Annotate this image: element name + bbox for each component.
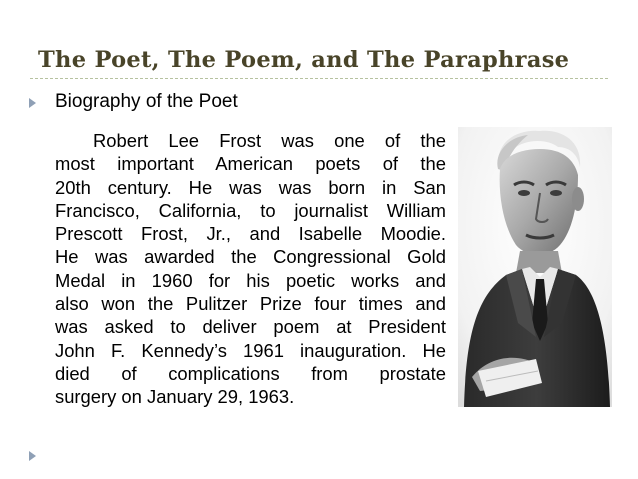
- biography-paragraph: [55, 129, 446, 409]
- biography-line: also won the Pulitzer Prize four times and: [55, 293, 446, 315]
- biography-line: Francisco, California, to journalist William: [55, 199, 446, 221]
- slide-title: The Poet, The Poem, and The Paraphrase: [38, 47, 570, 73]
- bullet-arrow-icon: [29, 451, 36, 461]
- biography-line: surgery on January 29, 1963.: [55, 386, 295, 408]
- biography-line: 20th century. He was was born in San: [55, 176, 446, 198]
- bullet-arrow-icon: [29, 98, 36, 108]
- biography-line: He was awarded the Congressional Gold: [55, 246, 446, 268]
- biography-line: died of complications from prostate: [55, 362, 446, 384]
- biography-line: Medal in 1960 for his poetic works and: [55, 269, 446, 291]
- biography-line: Robert Lee Frost was one of the: [93, 130, 446, 151]
- title-divider: [30, 78, 608, 79]
- biography-line: was asked to deliver poem at President: [55, 316, 446, 338]
- biography-line: most important American poets of the: [55, 153, 446, 175]
- bullet-heading: Biography of the Poet: [55, 91, 238, 112]
- biography-line: Prescott Frost, Jr., and Isabelle Moodie.: [55, 223, 446, 245]
- poet-portrait: [458, 127, 612, 407]
- biography-line: John F. Kennedy’s 1961 inauguration. He: [55, 339, 446, 361]
